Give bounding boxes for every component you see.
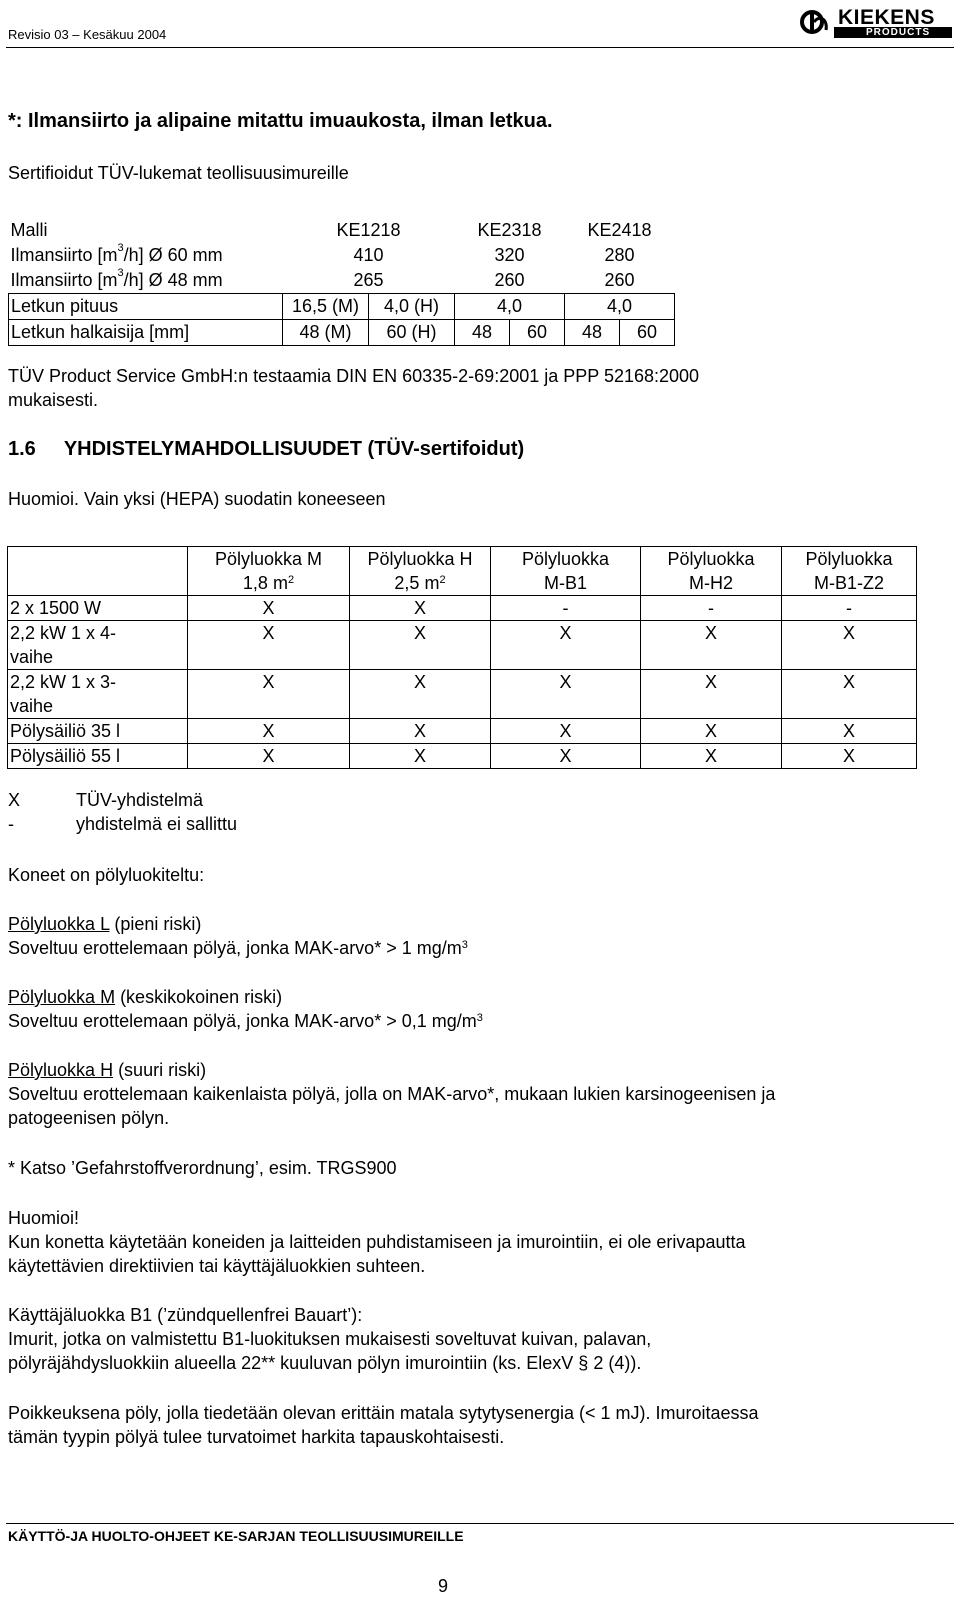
hepa-note: Huomioi. Vain yksi (HEPA) suodatin koneeseen xyxy=(8,489,386,509)
table-row xyxy=(9,218,675,243)
column-header: Pölyluokka M-B1-Z2 xyxy=(782,547,917,596)
header-rule xyxy=(6,47,954,48)
row-label: 2,2 kW 1 x 3- vaihe xyxy=(8,670,188,719)
hose-diameter-label: Letkun halkaisija [mm] xyxy=(9,320,283,346)
value-cell: 48 xyxy=(565,320,620,346)
tuv-text: TÜV Product Service GmbH:n testaamia DIN EN 60335-2-69:2001 ja PPP 52168:2000 xyxy=(8,366,700,386)
value-cell: 410 xyxy=(353,245,384,265)
table-cell: X xyxy=(641,621,782,670)
value-cell: 4,0 (H) xyxy=(369,294,455,320)
class-l-title: Pölyluokka L (pieni riski) xyxy=(8,914,202,934)
row-label: Pölysäiliö 35 l xyxy=(8,719,188,744)
column-header: Pölyluokka M 1,8 $m^2$ xyxy=(188,547,350,596)
b1-text: Imurit, jotka on valmistettu B1-luokituksen mukaisesti soveltuvat kuivan, palavan, xyxy=(8,1329,652,1349)
class-l-desc: Soveltuu erottelemaan pölyä, jonka MAK-arvo* > 1 $mg/m^3$ xyxy=(8,938,468,958)
class-m-title: Pölyluokka M (keskikokoinen riski) xyxy=(8,987,283,1007)
table-header-row xyxy=(8,547,917,596)
table-cell: X xyxy=(491,719,641,744)
model-cell: KE2418 xyxy=(587,220,652,240)
value-cell: 48 (M) xyxy=(283,320,369,346)
cert-title: Sertifioidut TÜV-lukemat teollisuusimureille xyxy=(8,163,349,183)
table-row xyxy=(9,268,675,294)
table-cell: X xyxy=(350,621,491,670)
model-label: Malli xyxy=(10,220,48,240)
value-cell: 4,0 xyxy=(565,294,675,320)
value-cell: 60 (H) xyxy=(369,320,455,346)
page-number: 9 xyxy=(438,1576,449,1596)
b1-title: Käyttäjäluokka B1 (’zündquellenfrei Bauart’): xyxy=(8,1305,363,1325)
table-cell: - xyxy=(641,596,782,621)
model-cell: KE1218 xyxy=(336,220,401,240)
table-row xyxy=(9,320,675,346)
row-label: 2 x 1500 W xyxy=(8,596,188,621)
kiekens-logo xyxy=(800,2,958,42)
exception-text-cont: tämän tyypin pölyä tulee turvatoimet harkita tapauskohtaisesti. xyxy=(8,1427,505,1447)
value-cell: 16,5 (M) xyxy=(283,294,369,320)
value-cell: 260 xyxy=(604,270,635,290)
table-cell: X xyxy=(350,670,491,719)
table-cell: X xyxy=(350,596,491,621)
table-cell: - xyxy=(782,596,917,621)
table-cell: X xyxy=(188,670,350,719)
section-heading xyxy=(8,438,524,461)
value-cell: 4,0 xyxy=(455,294,565,320)
value-cell: 60 xyxy=(510,320,565,346)
table-cell: X xyxy=(782,744,917,769)
exception-text: Poikkeuksena pöly, jolla tiedetään olevan erittäin matala sytytysenergia (< 1 mJ). Imuroitaessa xyxy=(8,1403,759,1423)
air60-label: Ilmansiirto $[m^3/h]$ Ø 60 mm xyxy=(10,242,223,265)
table-cell: X xyxy=(491,621,641,670)
table-cell: X xyxy=(782,719,917,744)
table-row xyxy=(8,719,917,744)
table-row xyxy=(9,294,675,320)
b1-text-cont: pölyräjähdysluokkiin alueella 22** kuuluvan pölyn imurointiin (ks. ElexV § 2 (4)). xyxy=(8,1353,642,1373)
logo-subtext: PRODUCTS xyxy=(866,27,931,38)
value-cell: 280 xyxy=(604,245,635,265)
revision-label: Revisio 03 – Kesäkuu 2004 xyxy=(8,27,167,42)
huomio-text: Kun konetta käytetään koneiden ja laitteiden puhdistamiseen ja imurointiin, ei ole erivapautta xyxy=(8,1232,746,1252)
table-row xyxy=(8,744,917,769)
footer-rule xyxy=(6,1523,954,1524)
logo-text: KIEKENS xyxy=(838,6,935,29)
tuv-values-table xyxy=(8,218,675,346)
footer-title: KÄYTTÖ-JA HUOLTO-OHJEET KE-SARJAN TEOLLISUUSIMUREILLE xyxy=(8,1528,464,1544)
section-title: YHDISTELYMAHDOLLISUUDET (TÜV-sertifoidut) xyxy=(63,438,525,460)
table-row xyxy=(8,621,917,670)
table-cell: X xyxy=(188,596,350,621)
empty-header-cell xyxy=(8,547,188,596)
measurement-note: *: Ilmansiirto ja alipaine mitattu imuaukosta, ilman letkua. xyxy=(8,110,553,132)
table-cell: X xyxy=(641,719,782,744)
legend-item xyxy=(8,813,237,835)
table-cell: - xyxy=(491,596,641,621)
column-header: Pölyluokka H 2,5 $m^2$ xyxy=(350,547,491,596)
table-row xyxy=(8,670,917,719)
table-cell: X xyxy=(782,670,917,719)
table-cell: X xyxy=(641,670,782,719)
table-cell: X xyxy=(188,744,350,769)
classified-title: Koneet on pölyluokiteltu: xyxy=(8,865,205,885)
combinations-table xyxy=(7,546,917,769)
table-cell: X xyxy=(350,744,491,769)
huomio-title: Huomioi! xyxy=(8,1208,80,1228)
row-label: Pölysäiliö 55 l xyxy=(8,744,188,769)
table-row xyxy=(8,596,917,621)
table-cell: X xyxy=(491,744,641,769)
class-h-title: Pölyluokka H (suuri riski) xyxy=(8,1060,207,1080)
class-m-desc: Soveltuu erottelemaan pölyä, jonka MAK-arvo* > 0,1 $mg/m^3$ xyxy=(8,1011,483,1031)
table-cell: X xyxy=(188,621,350,670)
legend-symbol: - xyxy=(8,814,14,834)
column-header: Pölyluokka M-H2 xyxy=(641,547,782,596)
column-header: Pölyluokka M-B1 xyxy=(491,547,641,596)
value-cell: 320 xyxy=(494,245,525,265)
value-cell: 265 xyxy=(353,270,384,290)
legend-text: TÜV-yhdistelmä xyxy=(76,790,204,810)
table-cell: X xyxy=(350,719,491,744)
mak-note: * Katso ’Gefahrstoffverordnung’, esim. TRGS900 xyxy=(8,1158,397,1178)
value-cell: 260 xyxy=(494,270,525,290)
hose-length-label: Letkun pituus xyxy=(9,294,283,320)
tuv-text-cont: mukaisesti. xyxy=(8,390,99,410)
table-cell: X xyxy=(188,719,350,744)
class-h-desc-cont: patogeenisen pölyn. xyxy=(8,1108,170,1128)
huomio-text-cont: käytettävien direktiivien tai käyttäjäluokkien suhteen. xyxy=(8,1256,426,1276)
section-number: 1.6 xyxy=(8,438,36,460)
legend-item xyxy=(8,789,203,811)
row-label: 2,2 kW 1 x 4- vaihe xyxy=(8,621,188,670)
air48-label: Ilmansiirto $[m^3/h]$ Ø 48 mm xyxy=(10,267,223,290)
value-cell: 60 xyxy=(620,320,675,346)
table-cell: X xyxy=(782,621,917,670)
table-cell: X xyxy=(491,670,641,719)
model-cell: KE2318 xyxy=(477,220,542,240)
table-cell: X xyxy=(641,744,782,769)
legend-symbol: X xyxy=(8,790,21,810)
class-h-desc: Soveltuu erottelemaan kaikenlaista pölyä, jolla on MAK-arvo*, mukaan lukien karsinogeenisen ja xyxy=(8,1084,776,1104)
legend-text: yhdistelmä ei sallittu xyxy=(76,814,238,834)
table-row xyxy=(9,243,675,268)
value-cell: 48 xyxy=(455,320,510,346)
